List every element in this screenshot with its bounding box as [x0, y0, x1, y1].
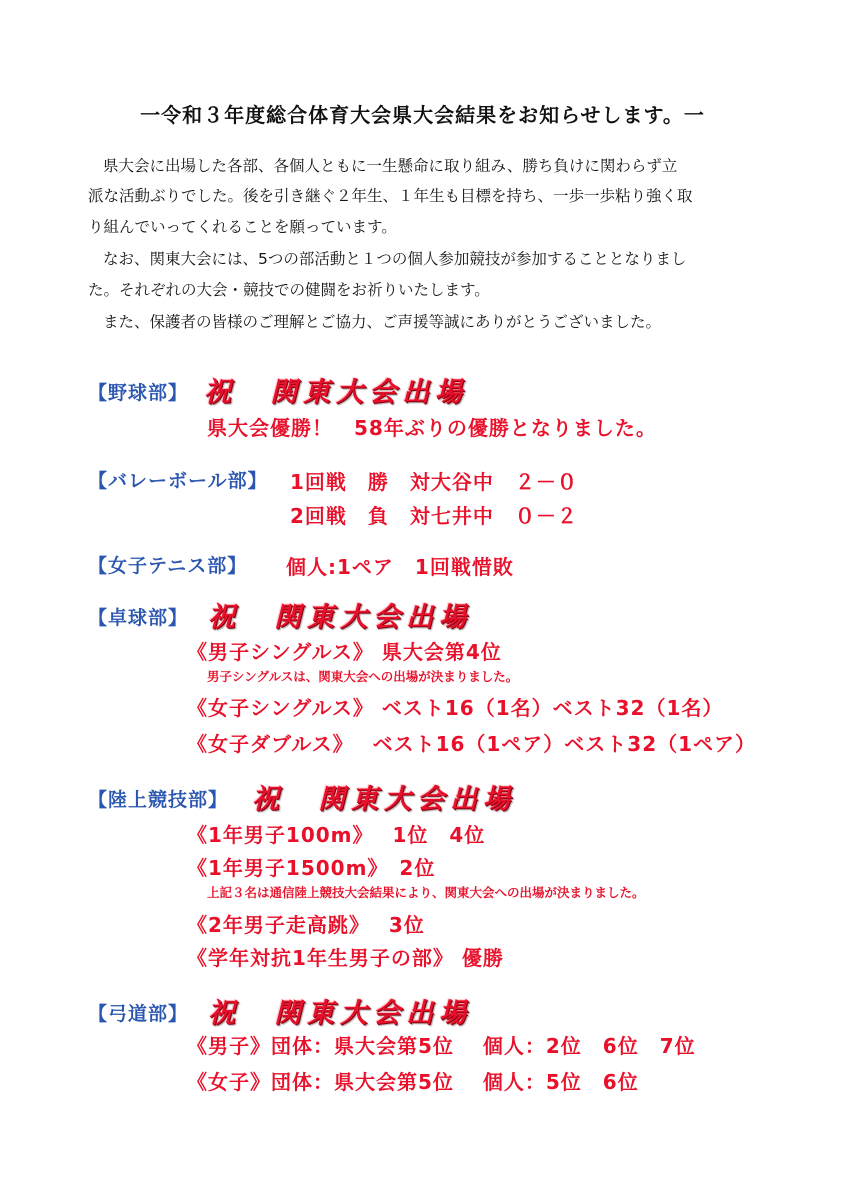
intro-line: り組んでいってくれることを願っています。	[88, 218, 397, 236]
kanto-qualify-badge: 祝 関東大会出場	[204, 377, 468, 408]
result-line: 県大会優勝！ 58年ぶりの優勝となりました。	[207, 416, 657, 440]
result-line: 《女子シングルス》 ベスト16（1名）ベスト32（1名）	[187, 696, 724, 720]
section-header-track: 【陸上競技部】	[88, 789, 229, 811]
result-line: 《学年対抗1年生男子の部》 優勝	[187, 946, 504, 970]
result-line: 1回戦 勝 対大谷中 ２－０	[290, 470, 578, 494]
intro-line: た。それぞれの大会・競技での健闘をお祈りいたします。	[88, 281, 490, 299]
intro-line: 派な活動ぶりでした。後を引き継ぐ２年生、１年生も目標を持ち、一歩一歩粘り強く取	[88, 187, 693, 205]
result-line: 《男子》団体：県大会第5位 個人：2位 6位 7位	[187, 1034, 696, 1058]
intro-line: また、保護者の皆様のご理解とご協力、ご声援等誠にありがとうございました。	[103, 313, 662, 331]
section-header-volleyball: 【バレーボール部】	[88, 470, 268, 492]
section-header-archery: 【弓道部】	[88, 1003, 189, 1025]
result-line: 《女子》団体：県大会第5位 個人：5位 6位	[187, 1070, 639, 1094]
intro-line: なお、関東大会には、5つの部活動と１つの個人参加競技が参加することとなりまし	[103, 250, 687, 268]
section-header-baseball: 【野球部】	[88, 382, 189, 404]
result-line: 《1年男子1500m》 2位	[187, 856, 436, 880]
result-line: 《男子シングルス》 県大会第4位	[187, 640, 502, 664]
result-line: 2回戦 負 対七井中 ０－２	[290, 504, 578, 528]
result-line: 《2年男子走高跳》 3位	[187, 913, 425, 937]
result-line: 《女子ダブルス》 ベスト16（1ペア）ベスト32（1ペア）	[187, 732, 757, 756]
result-note: 男子シングルスは、関東大会への出場が決まりました。	[207, 669, 519, 684]
result-note: 上記３名は通信陸上競技大会結果により、関東大会への出場が決まりました。	[207, 885, 645, 900]
intro-line: 県大会に出場した各部、各個人ともに一生懸命に取り組み、勝ち負けに関わらず立	[103, 157, 678, 175]
section-header-table-tennis: 【卓球部】	[88, 607, 189, 629]
section-header-tennis: 【女子テニス部】	[88, 555, 248, 577]
kanto-qualify-badge: 祝 関東大会出場	[208, 998, 472, 1029]
result-line: 《1年男子100m》 1位 4位	[187, 823, 486, 847]
kanto-qualify-badge: 祝 関東大会出場	[208, 602, 472, 633]
result-line: 個人:1ペア 1回戦惜敗	[286, 555, 514, 579]
page-title: 一令和３年度総合体育大会県大会結果をお知らせします。一	[140, 103, 705, 127]
kanto-qualify-badge: 祝 関東大会出場	[252, 784, 516, 815]
